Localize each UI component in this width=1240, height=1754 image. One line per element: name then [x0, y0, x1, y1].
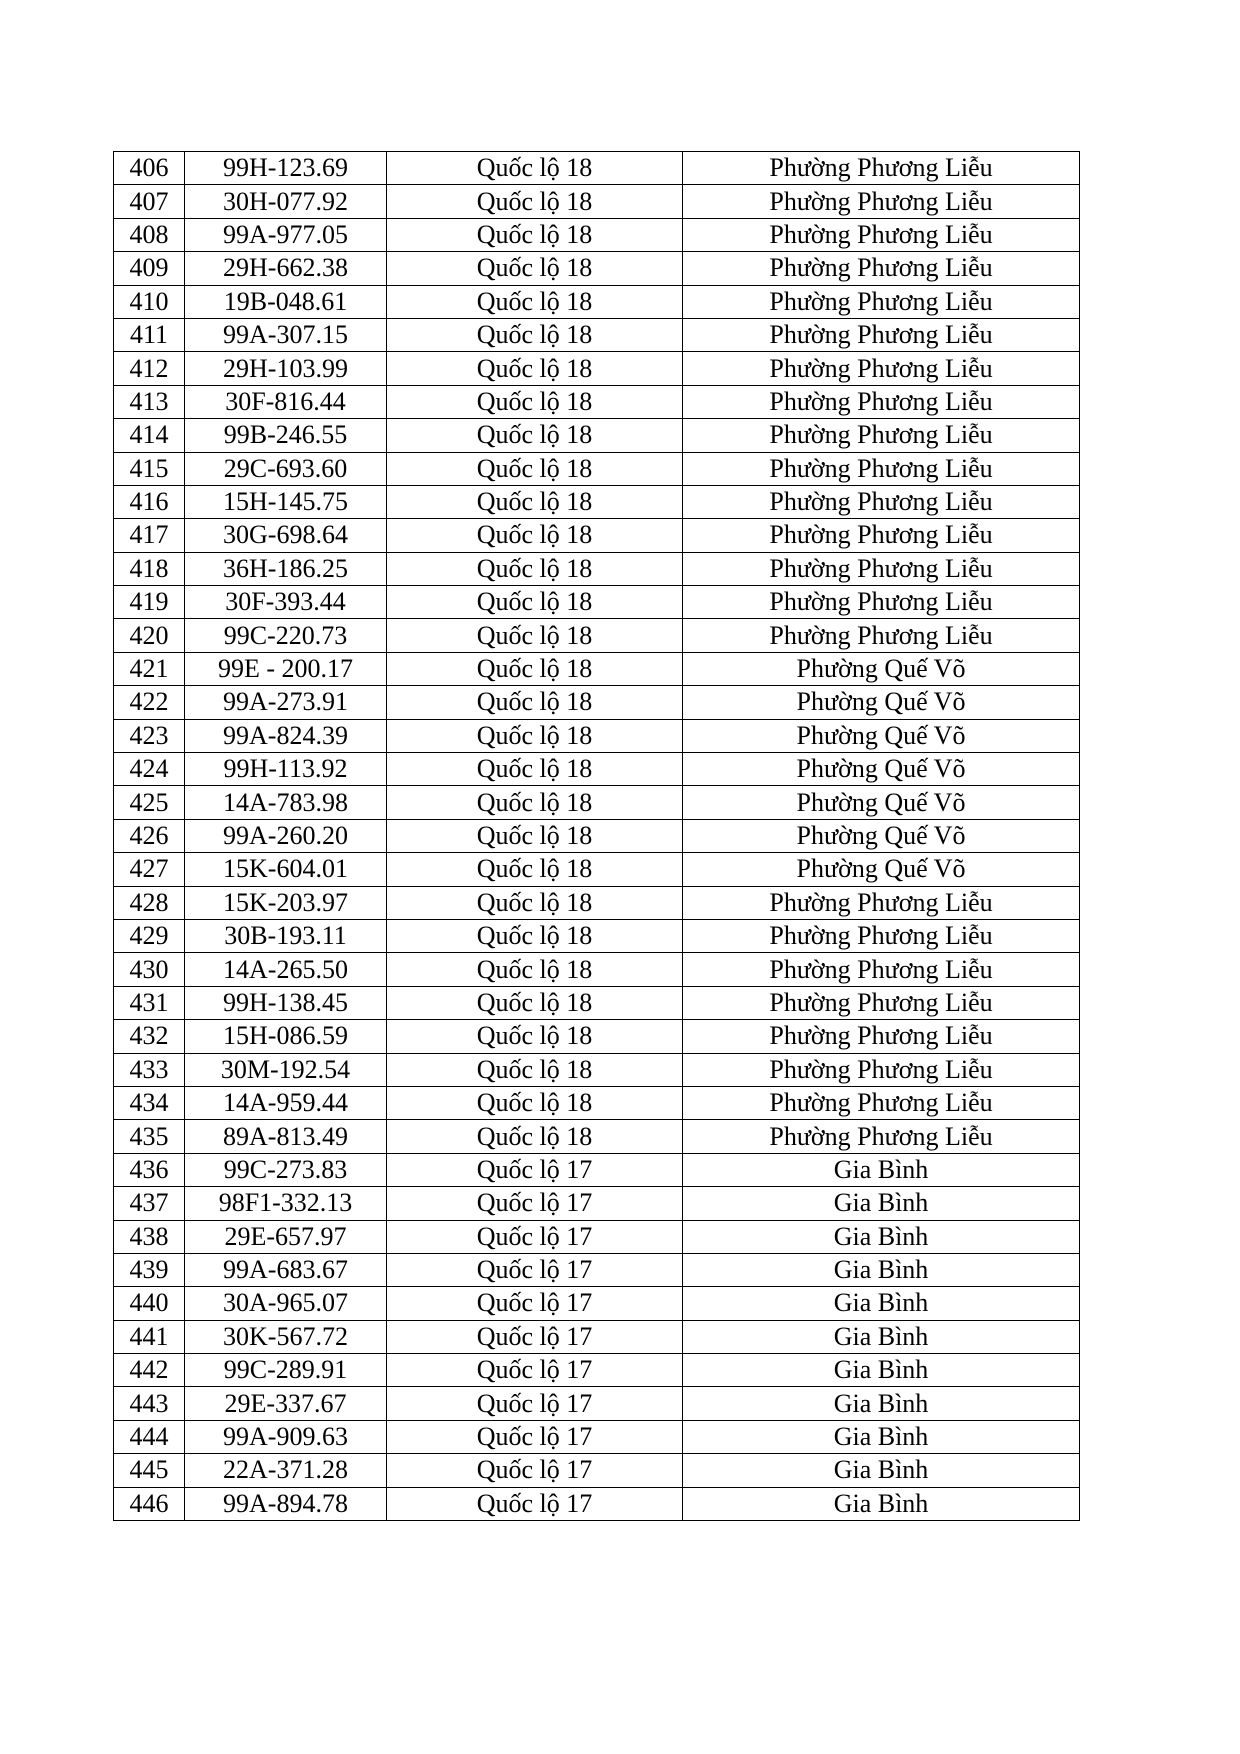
- license-plate-cell: 15H-086.59: [185, 1020, 387, 1053]
- area-cell: Phường Phương Liễu: [683, 586, 1080, 619]
- license-plate-cell: 99A-273.91: [185, 686, 387, 719]
- license-plate-cell: 30F-393.44: [185, 586, 387, 619]
- road-cell: Quốc lộ 18: [387, 853, 683, 886]
- table-row: [114, 352, 1080, 385]
- area-cell: Gia Bình: [683, 1420, 1080, 1453]
- license-plate-cell: 99H-123.69: [185, 152, 387, 185]
- road-cell: Quốc lộ 17: [387, 1354, 683, 1387]
- license-plate-cell: 29E-657.97: [185, 1220, 387, 1253]
- license-plate-cell: 22A-371.28: [185, 1454, 387, 1487]
- table-row: [114, 185, 1080, 218]
- road-cell: Quốc lộ 18: [387, 886, 683, 919]
- area-cell: Gia Bình: [683, 1320, 1080, 1353]
- table-row: [114, 619, 1080, 652]
- row-number-cell: 443: [114, 1387, 185, 1420]
- row-number-cell: 413: [114, 385, 185, 418]
- table-row: [114, 1487, 1080, 1520]
- road-cell: Quốc lộ 18: [387, 552, 683, 585]
- area-cell: Phường Quế Võ: [683, 753, 1080, 786]
- table-row: [114, 953, 1080, 986]
- table-row: [114, 819, 1080, 852]
- row-number-cell: 431: [114, 986, 185, 1019]
- table-row: [114, 1220, 1080, 1253]
- row-number-cell: 434: [114, 1086, 185, 1119]
- area-cell: Phường Phương Liễu: [683, 419, 1080, 452]
- license-plate-cell: 19B-048.61: [185, 285, 387, 318]
- table-row: [114, 886, 1080, 919]
- road-cell: Quốc lộ 18: [387, 318, 683, 351]
- row-number-cell: 414: [114, 419, 185, 452]
- row-number-cell: 412: [114, 352, 185, 385]
- road-cell: Quốc lộ 17: [387, 1253, 683, 1286]
- row-number-cell: 444: [114, 1420, 185, 1453]
- row-number-cell: 410: [114, 285, 185, 318]
- area-cell: Phường Phương Liễu: [683, 385, 1080, 418]
- road-cell: Quốc lộ 18: [387, 185, 683, 218]
- area-cell: Phường Phương Liễu: [683, 218, 1080, 251]
- area-cell: Phường Phương Liễu: [683, 252, 1080, 285]
- license-plate-cell: 29C-693.60: [185, 452, 387, 485]
- area-cell: Phường Quế Võ: [683, 819, 1080, 852]
- license-plate-cell: 29E-337.67: [185, 1387, 387, 1420]
- row-number-cell: 435: [114, 1120, 185, 1153]
- road-cell: Quốc lộ 18: [387, 1086, 683, 1119]
- table-row: [114, 1253, 1080, 1286]
- table-row: [114, 1287, 1080, 1320]
- road-cell: Quốc lộ 17: [387, 1220, 683, 1253]
- row-number-cell: 419: [114, 586, 185, 619]
- license-plate-cell: 99C-289.91: [185, 1354, 387, 1387]
- area-cell: Gia Bình: [683, 1153, 1080, 1186]
- table-row: [114, 385, 1080, 418]
- table-row: [114, 1120, 1080, 1153]
- road-cell: Quốc lộ 18: [387, 786, 683, 819]
- row-number-cell: 423: [114, 719, 185, 752]
- road-cell: Quốc lộ 18: [387, 1053, 683, 1086]
- table-row: [114, 1020, 1080, 1053]
- row-number-cell: 438: [114, 1220, 185, 1253]
- table-row: [114, 919, 1080, 952]
- area-cell: Phường Phương Liễu: [683, 1053, 1080, 1086]
- table-row: [114, 719, 1080, 752]
- road-cell: Quốc lộ 18: [387, 719, 683, 752]
- row-number-cell: 441: [114, 1320, 185, 1353]
- table-row: [114, 485, 1080, 518]
- row-number-cell: 406: [114, 152, 185, 185]
- area-cell: Phường Quế Võ: [683, 719, 1080, 752]
- row-number-cell: 440: [114, 1287, 185, 1320]
- table-row: [114, 285, 1080, 318]
- area-cell: Phường Quế Võ: [683, 652, 1080, 685]
- road-cell: Quốc lộ 18: [387, 1120, 683, 1153]
- road-cell: Quốc lộ 17: [387, 1287, 683, 1320]
- area-cell: Phường Phương Liễu: [683, 552, 1080, 585]
- license-plate-cell: 30G-698.64: [185, 519, 387, 552]
- license-plate-cell: 99H-113.92: [185, 753, 387, 786]
- row-number-cell: 411: [114, 318, 185, 351]
- row-number-cell: 421: [114, 652, 185, 685]
- table-row: [114, 419, 1080, 452]
- road-cell: Quốc lộ 18: [387, 953, 683, 986]
- table-row: [114, 218, 1080, 251]
- road-cell: Quốc lộ 18: [387, 152, 683, 185]
- table-row: [114, 1420, 1080, 1453]
- area-cell: Phường Phương Liễu: [683, 1086, 1080, 1119]
- road-cell: Quốc lộ 17: [387, 1387, 683, 1420]
- area-cell: Gia Bình: [683, 1253, 1080, 1286]
- area-cell: Phường Phương Liễu: [683, 485, 1080, 518]
- row-number-cell: 433: [114, 1053, 185, 1086]
- row-number-cell: 430: [114, 953, 185, 986]
- license-plate-cell: 99H-138.45: [185, 986, 387, 1019]
- road-cell: Quốc lộ 18: [387, 285, 683, 318]
- license-plate-cell: 30B-193.11: [185, 919, 387, 952]
- area-cell: Phường Quế Võ: [683, 686, 1080, 719]
- row-number-cell: 429: [114, 919, 185, 952]
- area-cell: Gia Bình: [683, 1354, 1080, 1387]
- table-row: [114, 1153, 1080, 1186]
- road-cell: Quốc lộ 18: [387, 652, 683, 685]
- road-cell: Quốc lộ 18: [387, 252, 683, 285]
- road-cell: Quốc lộ 18: [387, 619, 683, 652]
- road-cell: Quốc lộ 18: [387, 352, 683, 385]
- area-cell: Phường Phương Liễu: [683, 919, 1080, 952]
- license-plate-cell: 99A-307.15: [185, 318, 387, 351]
- area-cell: Gia Bình: [683, 1220, 1080, 1253]
- row-number-cell: 446: [114, 1487, 185, 1520]
- table-row: [114, 252, 1080, 285]
- area-cell: Gia Bình: [683, 1387, 1080, 1420]
- road-cell: Quốc lộ 17: [387, 1420, 683, 1453]
- road-cell: Quốc lộ 18: [387, 686, 683, 719]
- area-cell: Phường Quế Võ: [683, 853, 1080, 886]
- area-cell: Phường Quế Võ: [683, 786, 1080, 819]
- area-cell: Phường Phương Liễu: [683, 953, 1080, 986]
- road-cell: Quốc lộ 18: [387, 819, 683, 852]
- table-row: [114, 1387, 1080, 1420]
- area-cell: Gia Bình: [683, 1287, 1080, 1320]
- road-cell: Quốc lộ 17: [387, 1153, 683, 1186]
- license-plate-cell: 15K-604.01: [185, 853, 387, 886]
- row-number-cell: 415: [114, 452, 185, 485]
- violation-records-table: [113, 151, 1080, 1521]
- license-plate-cell: 29H-103.99: [185, 352, 387, 385]
- license-plate-cell: 99A-894.78: [185, 1487, 387, 1520]
- road-cell: Quốc lộ 18: [387, 753, 683, 786]
- area-cell: Phường Phương Liễu: [683, 352, 1080, 385]
- license-plate-cell: 15H-145.75: [185, 485, 387, 518]
- row-number-cell: 418: [114, 552, 185, 585]
- road-cell: Quốc lộ 17: [387, 1320, 683, 1353]
- road-cell: Quốc lộ 18: [387, 519, 683, 552]
- license-plate-cell: 29H-662.38: [185, 252, 387, 285]
- table-row: [114, 318, 1080, 351]
- table-row: [114, 552, 1080, 585]
- license-plate-cell: 30F-816.44: [185, 385, 387, 418]
- row-number-cell: 425: [114, 786, 185, 819]
- license-plate-cell: 30K-567.72: [185, 1320, 387, 1353]
- row-number-cell: 436: [114, 1153, 185, 1186]
- road-cell: Quốc lộ 17: [387, 1454, 683, 1487]
- row-number-cell: 407: [114, 185, 185, 218]
- row-number-cell: 420: [114, 619, 185, 652]
- row-number-cell: 427: [114, 853, 185, 886]
- table-row: [114, 1354, 1080, 1387]
- row-number-cell: 445: [114, 1454, 185, 1487]
- area-cell: Phường Phương Liễu: [683, 619, 1080, 652]
- road-cell: Quốc lộ 17: [387, 1487, 683, 1520]
- table-row: [114, 1454, 1080, 1487]
- area-cell: Phường Phương Liễu: [683, 452, 1080, 485]
- area-cell: Phường Phương Liễu: [683, 886, 1080, 919]
- row-number-cell: 432: [114, 1020, 185, 1053]
- area-cell: Phường Phương Liễu: [683, 1120, 1080, 1153]
- row-number-cell: 428: [114, 886, 185, 919]
- table-row: [114, 686, 1080, 719]
- row-number-cell: 439: [114, 1253, 185, 1286]
- road-cell: Quốc lộ 18: [387, 385, 683, 418]
- license-plate-cell: 30A-965.07: [185, 1287, 387, 1320]
- table-row: [114, 1053, 1080, 1086]
- road-cell: Quốc lộ 18: [387, 485, 683, 518]
- license-plate-cell: 99A-977.05: [185, 218, 387, 251]
- table-row: [114, 986, 1080, 1019]
- table-row: [114, 519, 1080, 552]
- row-number-cell: 437: [114, 1187, 185, 1220]
- license-plate-cell: 14A-959.44: [185, 1086, 387, 1119]
- area-cell: Gia Bình: [683, 1187, 1080, 1220]
- road-cell: Quốc lộ 18: [387, 986, 683, 1019]
- table-row: [114, 1320, 1080, 1353]
- license-plate-cell: 89A-813.49: [185, 1120, 387, 1153]
- area-cell: Phường Phương Liễu: [683, 1020, 1080, 1053]
- row-number-cell: 424: [114, 753, 185, 786]
- license-plate-cell: 36H-186.25: [185, 552, 387, 585]
- license-plate-cell: 14A-783.98: [185, 786, 387, 819]
- table-row: [114, 652, 1080, 685]
- license-plate-cell: 99A-909.63: [185, 1420, 387, 1453]
- row-number-cell: 408: [114, 218, 185, 251]
- table-row: [114, 1187, 1080, 1220]
- table-row: [114, 452, 1080, 485]
- row-number-cell: 426: [114, 819, 185, 852]
- license-plate-cell: 30H-077.92: [185, 185, 387, 218]
- road-cell: Quốc lộ 18: [387, 419, 683, 452]
- license-plate-cell: 99C-220.73: [185, 619, 387, 652]
- license-plate-cell: 15K-203.97: [185, 886, 387, 919]
- road-cell: Quốc lộ 18: [387, 919, 683, 952]
- road-cell: Quốc lộ 18: [387, 452, 683, 485]
- row-number-cell: 409: [114, 252, 185, 285]
- area-cell: Gia Bình: [683, 1487, 1080, 1520]
- area-cell: Phường Phương Liễu: [683, 152, 1080, 185]
- area-cell: Gia Bình: [683, 1454, 1080, 1487]
- license-plate-cell: 98F1-332.13: [185, 1187, 387, 1220]
- area-cell: Phường Phương Liễu: [683, 519, 1080, 552]
- road-cell: Quốc lộ 17: [387, 1187, 683, 1220]
- area-cell: Phường Phương Liễu: [683, 318, 1080, 351]
- table-row: [114, 753, 1080, 786]
- license-plate-cell: 30M-192.54: [185, 1053, 387, 1086]
- road-cell: Quốc lộ 18: [387, 218, 683, 251]
- row-number-cell: 416: [114, 485, 185, 518]
- row-number-cell: 442: [114, 1354, 185, 1387]
- row-number-cell: 422: [114, 686, 185, 719]
- table-row: [114, 586, 1080, 619]
- license-plate-cell: 99A-260.20: [185, 819, 387, 852]
- area-cell: Phường Phương Liễu: [683, 185, 1080, 218]
- road-cell: Quốc lộ 18: [387, 1020, 683, 1053]
- table-body: [114, 152, 1080, 1521]
- area-cell: Phường Phương Liễu: [683, 986, 1080, 1019]
- table-row: [114, 786, 1080, 819]
- license-plate-cell: 99E - 200.17: [185, 652, 387, 685]
- road-cell: Quốc lộ 18: [387, 586, 683, 619]
- area-cell: Phường Phương Liễu: [683, 285, 1080, 318]
- license-plate-cell: 99A-683.67: [185, 1253, 387, 1286]
- table-row: [114, 1086, 1080, 1119]
- license-plate-cell: 14A-265.50: [185, 953, 387, 986]
- table-row: [114, 152, 1080, 185]
- table-row: [114, 853, 1080, 886]
- license-plate-cell: 99A-824.39: [185, 719, 387, 752]
- license-plate-cell: 99C-273.83: [185, 1153, 387, 1186]
- license-plate-cell: 99B-246.55: [185, 419, 387, 452]
- row-number-cell: 417: [114, 519, 185, 552]
